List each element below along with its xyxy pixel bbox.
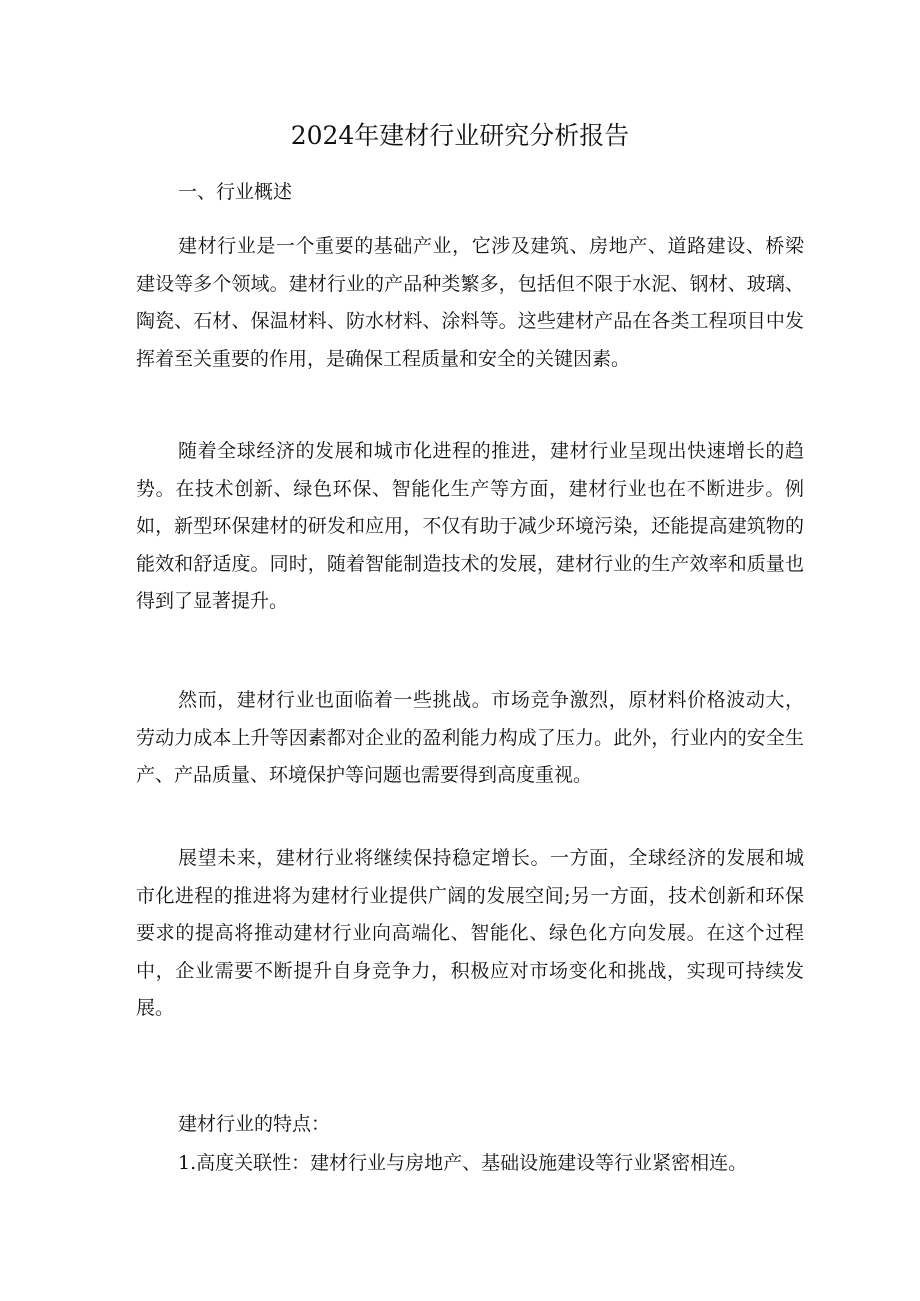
section-heading: 一、行业概述	[178, 181, 293, 203]
paragraph-4: 展望未来，建材行业将继续保持稳定增长。一方面，全球经济的发展和城市化进程的推进将为建材行业提供广阔的发展空间;另一方面，技术创新和环保要求的提高将推动建材行业向高端化、智能化、绿色化方向发展。在这个过程中，企业需要不断提升自身竞争力，积极应对市场变化和挑战，实现可持续发展。	[136, 847, 804, 1019]
feature-item-1: 1.高度关联性：建材行业与房地产、基础设施建设等行业紧密相连。	[178, 1152, 748, 1174]
document-title: 2024年建材行业研究分析报告	[290, 121, 630, 150]
paragraph-2: 随着全球经济的发展和城市化进程的推进，建材行业呈现出快速增长的趋势。在技术创新、绿色环保、智能化生产等方面，建材行业也在不断进步。例如，新型环保建材的研发和应用，不仅有助于减少环境污染，还能提高建筑物的能效和舒适度。同时，随着智能制造技术的发展，建材行业的生产效率和质量也得到了显著提升。	[136, 440, 804, 612]
features-heading: 建材行业的特点：	[178, 1113, 331, 1135]
paragraph-3: 然而，建材行业也面临着一些挑战。市场竞争激烈，原材料价格波动大，劳动力成本上升等因素都对企业的盈利能力构成了压力。此外，行业内的安全生产、产品质量、环境保护等问题也需要得到高度重视。	[136, 689, 804, 786]
paragraph-1: 建材行业是一个重要的基础产业，它涉及建筑、房地产、道路建设、桥梁建设等多个领域。建材行业的产品种类繁多，包括但不限于水泥、钢材、玻璃、陶瓷、石材、保温材料、防水材料、涂料等。这些建材产品在各类工程项目中发挥着至关重要的作用，是确保工程质量和安全的关键因素。	[136, 235, 804, 370]
